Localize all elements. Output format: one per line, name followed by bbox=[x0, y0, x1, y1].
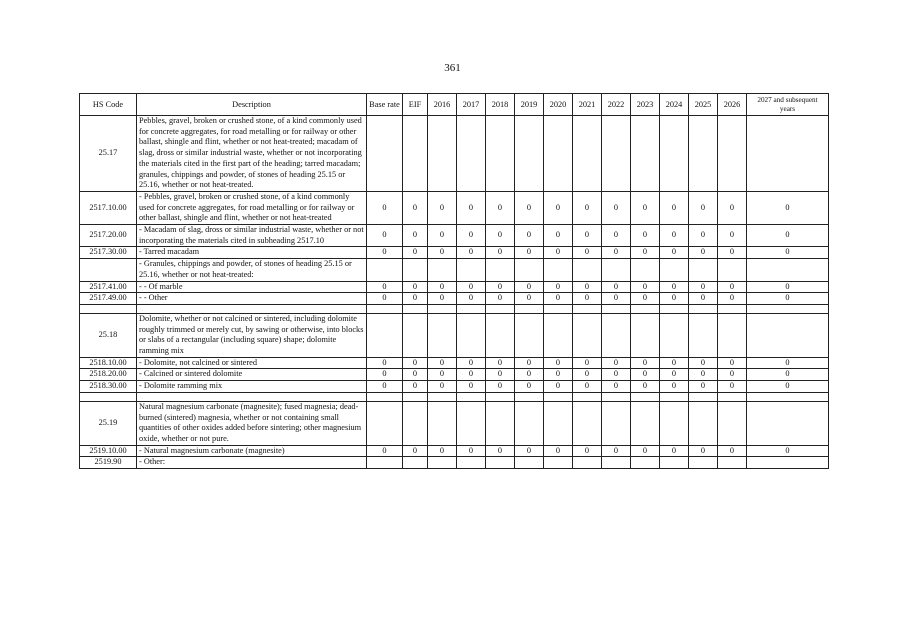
rate-cell bbox=[573, 392, 602, 401]
rate-cell: 0 bbox=[403, 225, 428, 247]
rate-cell: 0 bbox=[747, 369, 829, 381]
rate-cell bbox=[631, 457, 660, 469]
description-cell bbox=[137, 392, 367, 401]
rate-cell bbox=[457, 259, 486, 281]
rate-cell bbox=[428, 304, 457, 313]
rate-cell bbox=[486, 259, 515, 281]
rate-cell: 0 bbox=[457, 247, 486, 259]
rate-cell bbox=[573, 304, 602, 313]
rate-cell bbox=[631, 313, 660, 357]
rate-cell bbox=[367, 313, 403, 357]
rate-cell bbox=[403, 401, 428, 445]
rate-cell bbox=[602, 392, 631, 401]
rate-cell: 0 bbox=[602, 293, 631, 305]
rate-cell: 0 bbox=[602, 381, 631, 393]
rate-cell: 0 bbox=[544, 445, 573, 457]
rate-cell: 0 bbox=[544, 369, 573, 381]
spacer-row bbox=[80, 304, 829, 313]
hs-code-cell: 2517.49.00 bbox=[80, 293, 137, 305]
table-body bbox=[80, 116, 829, 469]
rate-cell: 0 bbox=[515, 225, 544, 247]
table-row bbox=[80, 457, 829, 469]
rate-cell bbox=[747, 313, 829, 357]
rate-cell: 0 bbox=[747, 247, 829, 259]
rate-cell: 0 bbox=[718, 381, 747, 393]
rate-cell: 0 bbox=[428, 445, 457, 457]
rate-cell bbox=[486, 116, 515, 192]
rate-cell: 0 bbox=[573, 381, 602, 393]
rate-cell bbox=[457, 304, 486, 313]
rate-cell: 0 bbox=[403, 381, 428, 393]
rate-cell bbox=[602, 304, 631, 313]
rate-cell: 0 bbox=[457, 357, 486, 369]
rate-cell: 0 bbox=[486, 293, 515, 305]
column-header: 2017 bbox=[457, 94, 486, 116]
rate-cell: 0 bbox=[515, 381, 544, 393]
rate-cell bbox=[747, 259, 829, 281]
table-row bbox=[80, 313, 829, 357]
rate-cell bbox=[718, 457, 747, 469]
column-header: HS Code bbox=[80, 94, 137, 116]
rate-cell: 0 bbox=[428, 191, 457, 224]
rate-cell bbox=[631, 259, 660, 281]
rate-cell: 0 bbox=[573, 247, 602, 259]
rate-cell: 0 bbox=[660, 445, 689, 457]
rate-cell bbox=[544, 116, 573, 192]
rate-cell: 0 bbox=[660, 191, 689, 224]
rate-cell: 0 bbox=[689, 445, 718, 457]
rate-cell: 0 bbox=[747, 445, 829, 457]
column-header: 2025 bbox=[689, 94, 718, 116]
rate-cell bbox=[602, 259, 631, 281]
rate-cell bbox=[747, 304, 829, 313]
rate-cell bbox=[403, 392, 428, 401]
rate-cell: 0 bbox=[403, 281, 428, 293]
description-cell: Pebbles, gravel, broken or crushed stone, of a kind commonly used for concrete aggregates, for road metalling or for railway or other ballast, shingle and flint, whether or not heat-treated; macadam of slag, dross or similar industrial waste, whether or not incorporating the materials cited in the first part of the heading; tarred macadam; granules, chippings and powder, of stones of heading 25.15 or 25.16, whether or not heat-treated. bbox=[137, 116, 367, 192]
rate-cell bbox=[573, 259, 602, 281]
rate-cell bbox=[631, 392, 660, 401]
description-cell: - Calcined or sintered dolomite bbox=[137, 369, 367, 381]
rate-cell: 0 bbox=[544, 293, 573, 305]
rate-cell bbox=[367, 116, 403, 192]
rate-cell bbox=[457, 313, 486, 357]
rate-cell: 0 bbox=[403, 247, 428, 259]
hs-code-cell: 2519.90 bbox=[80, 457, 137, 469]
rate-cell bbox=[660, 457, 689, 469]
rate-cell bbox=[631, 304, 660, 313]
rate-cell: 0 bbox=[602, 225, 631, 247]
table-row bbox=[80, 401, 829, 445]
rate-cell: 0 bbox=[718, 225, 747, 247]
hs-code-cell: 2519.10.00 bbox=[80, 445, 137, 457]
description-cell: - Pebbles, gravel, broken or crushed stone, of a kind commonly used for concrete aggregates, for road metalling or for railway or other ballast, shingle and flint, whether or not heat-treated bbox=[137, 191, 367, 224]
table-row bbox=[80, 357, 829, 369]
rate-cell: 0 bbox=[631, 357, 660, 369]
rate-cell: 0 bbox=[457, 191, 486, 224]
rate-cell: 0 bbox=[631, 293, 660, 305]
rate-cell: 0 bbox=[689, 191, 718, 224]
rate-cell bbox=[718, 304, 747, 313]
rate-cell: 0 bbox=[747, 293, 829, 305]
rate-cell: 0 bbox=[515, 293, 544, 305]
rate-cell: 0 bbox=[515, 191, 544, 224]
description-cell: - Granules, chippings and powder, of stones of heading 25.15 or 25.16, whether or not heat-treated: bbox=[137, 259, 367, 281]
rate-cell: 0 bbox=[718, 293, 747, 305]
rate-cell: 0 bbox=[367, 247, 403, 259]
rate-cell: 0 bbox=[689, 225, 718, 247]
rate-cell: 0 bbox=[718, 247, 747, 259]
rate-cell: 0 bbox=[403, 445, 428, 457]
table-row bbox=[80, 247, 829, 259]
rate-cell: 0 bbox=[689, 357, 718, 369]
table-row bbox=[80, 281, 829, 293]
description-cell: - Other: bbox=[137, 457, 367, 469]
rate-cell: 0 bbox=[660, 293, 689, 305]
rate-cell bbox=[367, 259, 403, 281]
rate-cell bbox=[544, 313, 573, 357]
hs-code-cell bbox=[80, 259, 137, 281]
rate-cell: 0 bbox=[367, 293, 403, 305]
description-cell: - Tarred macadam bbox=[137, 247, 367, 259]
rate-cell: 0 bbox=[457, 281, 486, 293]
rate-cell: 0 bbox=[486, 369, 515, 381]
rate-cell bbox=[515, 259, 544, 281]
rate-cell: 0 bbox=[457, 381, 486, 393]
rate-cell: 0 bbox=[457, 225, 486, 247]
rate-cell: 0 bbox=[631, 225, 660, 247]
rate-cell: 0 bbox=[428, 381, 457, 393]
rate-cell: 0 bbox=[718, 445, 747, 457]
rate-cell bbox=[660, 259, 689, 281]
rate-cell bbox=[515, 116, 544, 192]
rate-cell bbox=[544, 401, 573, 445]
rate-cell bbox=[457, 457, 486, 469]
rate-cell: 0 bbox=[631, 445, 660, 457]
rate-cell: 0 bbox=[602, 281, 631, 293]
rate-cell: 0 bbox=[718, 357, 747, 369]
rate-cell bbox=[544, 259, 573, 281]
rate-cell bbox=[403, 304, 428, 313]
rate-cell bbox=[718, 116, 747, 192]
rate-cell bbox=[631, 116, 660, 192]
rate-cell bbox=[718, 392, 747, 401]
rate-cell: 0 bbox=[747, 225, 829, 247]
rate-cell bbox=[660, 401, 689, 445]
rate-cell: 0 bbox=[660, 369, 689, 381]
rate-cell: 0 bbox=[747, 191, 829, 224]
rate-cell: 0 bbox=[403, 191, 428, 224]
rate-cell: 0 bbox=[660, 381, 689, 393]
hs-code-cell bbox=[80, 392, 137, 401]
hs-code-cell: 2517.10.00 bbox=[80, 191, 137, 224]
rate-cell: 0 bbox=[689, 247, 718, 259]
rate-cell bbox=[747, 392, 829, 401]
rate-cell bbox=[515, 313, 544, 357]
rate-cell: 0 bbox=[544, 225, 573, 247]
description-cell bbox=[137, 304, 367, 313]
column-header: Base rate bbox=[367, 94, 403, 116]
rate-cell: 0 bbox=[367, 281, 403, 293]
rate-cell bbox=[544, 392, 573, 401]
rate-cell: 0 bbox=[660, 281, 689, 293]
rate-cell: 0 bbox=[515, 369, 544, 381]
column-header: 2020 bbox=[544, 94, 573, 116]
rate-cell bbox=[367, 304, 403, 313]
column-header: 2021 bbox=[573, 94, 602, 116]
rate-cell bbox=[689, 116, 718, 192]
description-cell: - - Of marble bbox=[137, 281, 367, 293]
table-row bbox=[80, 191, 829, 224]
rate-cell bbox=[689, 304, 718, 313]
rate-cell: 0 bbox=[457, 445, 486, 457]
rate-cell: 0 bbox=[689, 369, 718, 381]
rate-cell bbox=[457, 392, 486, 401]
rate-cell bbox=[689, 313, 718, 357]
rate-cell bbox=[718, 313, 747, 357]
rate-cell: 0 bbox=[367, 445, 403, 457]
hs-code-cell bbox=[80, 304, 137, 313]
rate-cell: 0 bbox=[544, 381, 573, 393]
rate-cell: 0 bbox=[689, 293, 718, 305]
rate-cell: 0 bbox=[515, 357, 544, 369]
rate-cell bbox=[573, 116, 602, 192]
rate-cell: 0 bbox=[403, 357, 428, 369]
description-cell: - Dolomite ramming mix bbox=[137, 381, 367, 393]
rate-cell bbox=[689, 259, 718, 281]
rate-cell bbox=[602, 313, 631, 357]
rate-cell bbox=[515, 457, 544, 469]
hs-code-cell: 25.18 bbox=[80, 313, 137, 357]
spacer-row bbox=[80, 392, 829, 401]
rate-cell bbox=[403, 313, 428, 357]
rate-cell bbox=[367, 392, 403, 401]
rate-cell: 0 bbox=[660, 357, 689, 369]
rate-cell: 0 bbox=[367, 191, 403, 224]
rate-cell: 0 bbox=[573, 445, 602, 457]
description-cell: - - Other bbox=[137, 293, 367, 305]
rate-cell bbox=[747, 457, 829, 469]
rate-cell: 0 bbox=[367, 357, 403, 369]
rate-cell bbox=[747, 401, 829, 445]
rate-cell: 0 bbox=[428, 369, 457, 381]
rate-cell: 0 bbox=[573, 357, 602, 369]
rate-cell bbox=[689, 401, 718, 445]
rate-cell bbox=[403, 116, 428, 192]
rate-cell: 0 bbox=[573, 281, 602, 293]
rate-cell: 0 bbox=[631, 247, 660, 259]
rate-cell bbox=[747, 116, 829, 192]
hs-code-cell: 2518.10.00 bbox=[80, 357, 137, 369]
rate-cell: 0 bbox=[428, 247, 457, 259]
table-row bbox=[80, 369, 829, 381]
description-cell: Natural magnesium carbonate (magnesite); fused magnesia; dead-burned (sintered) magnesia, whether or not containing small quantities of other oxides added before sintering; other magnesium oxide, whether or not pure. bbox=[137, 401, 367, 445]
description-cell: - Natural magnesium carbonate (magnesite) bbox=[137, 445, 367, 457]
hs-code-cell: 2518.30.00 bbox=[80, 381, 137, 393]
hs-code-cell: 2517.41.00 bbox=[80, 281, 137, 293]
rate-cell bbox=[515, 401, 544, 445]
rate-cell: 0 bbox=[573, 293, 602, 305]
rate-cell bbox=[403, 457, 428, 469]
rate-cell: 0 bbox=[367, 225, 403, 247]
rate-cell bbox=[631, 401, 660, 445]
rate-cell bbox=[602, 401, 631, 445]
rate-cell: 0 bbox=[515, 281, 544, 293]
rate-cell: 0 bbox=[573, 225, 602, 247]
rate-cell: 0 bbox=[689, 281, 718, 293]
rate-cell bbox=[403, 259, 428, 281]
rate-cell bbox=[660, 304, 689, 313]
rate-cell: 0 bbox=[403, 369, 428, 381]
rate-cell: 0 bbox=[631, 381, 660, 393]
hs-code-cell: 2517.20.00 bbox=[80, 225, 137, 247]
rate-cell: 0 bbox=[515, 247, 544, 259]
rate-cell bbox=[515, 304, 544, 313]
rate-cell: 0 bbox=[486, 247, 515, 259]
rate-cell: 0 bbox=[631, 369, 660, 381]
rate-cell bbox=[689, 392, 718, 401]
rate-cell: 0 bbox=[428, 225, 457, 247]
column-header: 2022 bbox=[602, 94, 631, 116]
tariff-schedule-table bbox=[79, 93, 829, 469]
rate-cell: 0 bbox=[573, 191, 602, 224]
table-row bbox=[80, 225, 829, 247]
rate-cell: 0 bbox=[486, 357, 515, 369]
rate-cell bbox=[367, 401, 403, 445]
rate-cell bbox=[515, 392, 544, 401]
rate-cell: 0 bbox=[457, 293, 486, 305]
hs-code-cell: 2517.30.00 bbox=[80, 247, 137, 259]
rate-cell bbox=[544, 457, 573, 469]
rate-cell: 0 bbox=[486, 381, 515, 393]
rate-cell bbox=[486, 304, 515, 313]
rate-cell bbox=[718, 259, 747, 281]
rate-cell: 0 bbox=[544, 247, 573, 259]
rate-cell: 0 bbox=[689, 381, 718, 393]
column-header: 2016 bbox=[428, 94, 457, 116]
rate-cell bbox=[602, 116, 631, 192]
rate-cell bbox=[660, 313, 689, 357]
rate-cell bbox=[689, 457, 718, 469]
column-header: Description bbox=[137, 94, 367, 116]
rate-cell bbox=[573, 457, 602, 469]
rate-cell: 0 bbox=[602, 191, 631, 224]
rate-cell: 0 bbox=[403, 293, 428, 305]
rate-cell bbox=[573, 313, 602, 357]
table-row bbox=[80, 293, 829, 305]
rate-cell: 0 bbox=[544, 357, 573, 369]
rate-cell bbox=[544, 304, 573, 313]
rate-cell: 0 bbox=[428, 357, 457, 369]
rate-cell bbox=[602, 457, 631, 469]
table-row bbox=[80, 445, 829, 457]
rate-cell: 0 bbox=[718, 369, 747, 381]
rate-cell bbox=[486, 313, 515, 357]
rate-cell: 0 bbox=[660, 225, 689, 247]
rate-cell bbox=[428, 116, 457, 192]
rate-cell: 0 bbox=[486, 445, 515, 457]
rate-cell bbox=[718, 401, 747, 445]
column-header: 2019 bbox=[515, 94, 544, 116]
rate-cell: 0 bbox=[544, 281, 573, 293]
rate-cell: 0 bbox=[428, 293, 457, 305]
rate-cell: 0 bbox=[718, 191, 747, 224]
table-row bbox=[80, 259, 829, 281]
rate-cell bbox=[428, 313, 457, 357]
rate-cell: 0 bbox=[367, 369, 403, 381]
rate-cell: 0 bbox=[515, 445, 544, 457]
rate-cell bbox=[486, 401, 515, 445]
rate-cell bbox=[660, 116, 689, 192]
rate-cell: 0 bbox=[747, 281, 829, 293]
column-header: 2026 bbox=[718, 94, 747, 116]
rate-cell: 0 bbox=[602, 357, 631, 369]
page-number: 361 bbox=[444, 62, 461, 74]
rate-cell bbox=[660, 392, 689, 401]
rate-cell bbox=[428, 457, 457, 469]
hs-code-cell: 2518.20.00 bbox=[80, 369, 137, 381]
column-header: 2024 bbox=[660, 94, 689, 116]
column-header: 2023 bbox=[631, 94, 660, 116]
table-header-row bbox=[80, 94, 829, 116]
rate-cell bbox=[428, 401, 457, 445]
rate-cell: 0 bbox=[544, 191, 573, 224]
rate-cell: 0 bbox=[602, 247, 631, 259]
rate-cell: 0 bbox=[602, 369, 631, 381]
hs-code-cell: 25.17 bbox=[80, 116, 137, 192]
hs-code-cell: 25.19 bbox=[80, 401, 137, 445]
rate-cell: 0 bbox=[486, 225, 515, 247]
rate-cell bbox=[486, 457, 515, 469]
rate-cell: 0 bbox=[660, 247, 689, 259]
rate-cell bbox=[457, 401, 486, 445]
table-row bbox=[80, 381, 829, 393]
rate-cell: 0 bbox=[573, 369, 602, 381]
rate-cell: 0 bbox=[747, 357, 829, 369]
rate-cell: 0 bbox=[457, 369, 486, 381]
rate-cell: 0 bbox=[486, 281, 515, 293]
rate-cell: 0 bbox=[367, 381, 403, 393]
table-row bbox=[80, 116, 829, 192]
column-header: 2018 bbox=[486, 94, 515, 116]
rate-cell: 0 bbox=[631, 281, 660, 293]
rate-cell: 0 bbox=[428, 281, 457, 293]
rate-cell: 0 bbox=[602, 445, 631, 457]
rate-cell: 0 bbox=[631, 191, 660, 224]
rate-cell bbox=[428, 392, 457, 401]
rate-cell: 0 bbox=[747, 381, 829, 393]
rate-cell bbox=[457, 116, 486, 192]
rate-cell bbox=[573, 401, 602, 445]
description-cell: - Dolomite, not calcined or sintered bbox=[137, 357, 367, 369]
rate-cell bbox=[428, 259, 457, 281]
description-cell: - Macadam of slag, dross or similar industrial waste, whether or not incorporating the materials cited in subheading 2517.10 bbox=[137, 225, 367, 247]
column-header: EIF bbox=[403, 94, 428, 116]
rate-cell: 0 bbox=[486, 191, 515, 224]
description-cell: Dolomite, whether or not calcined or sintered, including dolomite roughly trimmed or merely cut, by sawing or otherwise, into blocks or slabs of a rectangular (including square) shape; dolomite ramming mix bbox=[137, 313, 367, 357]
rate-cell bbox=[367, 457, 403, 469]
column-header: 2027 and subsequent years bbox=[747, 94, 829, 116]
rate-cell bbox=[486, 392, 515, 401]
rate-cell: 0 bbox=[718, 281, 747, 293]
